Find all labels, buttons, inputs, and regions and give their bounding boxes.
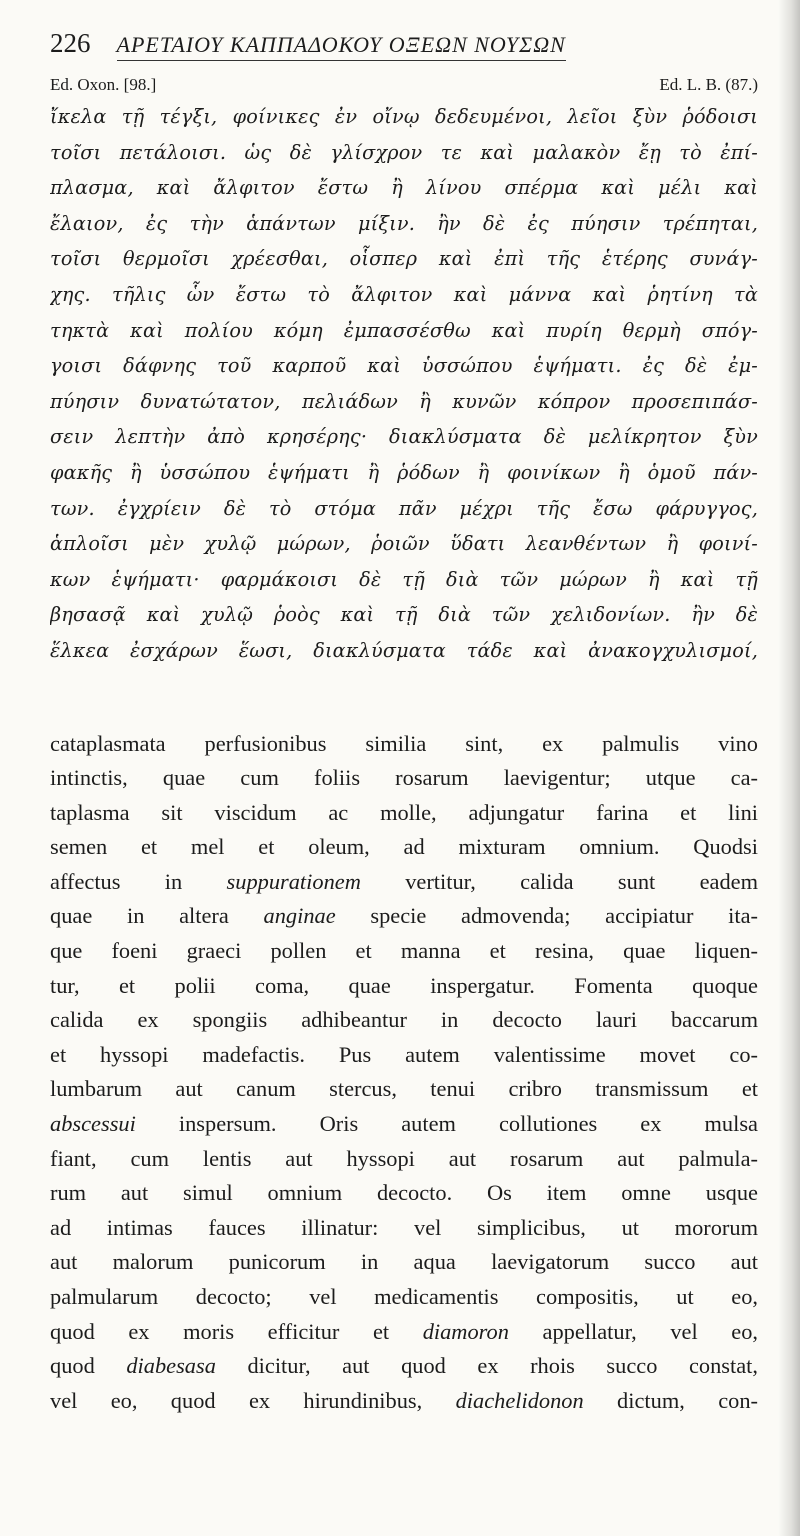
greek-line: ἁπλοῖσι μὲν χυλῷ μώρων, ῥοιῶν ὕδατι λεανθέντων ἢ φοινί- [50, 532, 758, 556]
latin-line [50, 1280, 758, 1315]
page-edge-shadow [778, 0, 800, 1536]
text-segment: calida ex spongiis adhibeantur in decocto lauri baccarum [50, 1007, 758, 1033]
greek-line: ἴκελα τῇ τέγξι, φοίνικες ἐν οἴνῳ δεδευμένοι, λεῖοι ξὺν ῥόδοισι [50, 105, 758, 128]
italic-term: diamoron [422, 1318, 509, 1344]
latin-line [50, 1349, 758, 1384]
text-segment: fiant, cum lentis aut hyssopi aut rosarum aut palmula- [50, 1145, 758, 1171]
latin-line [50, 969, 758, 1004]
edition-right: Ed. L. B. (87.) [659, 75, 758, 94]
greek-line: πύησιν δυνατώτατον, πελιάδων ἢ κυνῶν κόπρον προσεπιπάσ- [50, 389, 758, 413]
text-segment: quod ex moris efficitur et [50, 1318, 423, 1344]
text-segment: cataplasmata perfusionibus similia sint, ex palmulis vino [50, 730, 758, 756]
italic-term: abscessui [50, 1111, 136, 1137]
latin-line [50, 1315, 758, 1350]
latin-line [50, 727, 758, 762]
running-title: ΑΡΕΤΑΙΟΥ ΚΑΠΠΑΔΟΚΟΥ ΟΞΕΩΝ ΝΟΥΣΩΝ [117, 32, 566, 61]
latin-text-block [50, 727, 758, 1419]
greek-line: πλασμα, καὶ ἄλφιτον ἔστω ἢ λίνου σπέρμα καὶ μέλι καὶ [50, 176, 758, 200]
italic-term: diachelidonon [455, 1387, 584, 1413]
latin-line [50, 865, 758, 900]
latin-line [50, 1245, 758, 1280]
latin-line [50, 1384, 758, 1419]
text-segment: specie admovenda; accipiatur ita- [335, 903, 758, 929]
greek-line: φακῆς ἢ ὑσσώπου ἑψήματι ἢ ῥόδων ἢ φοινίκων ἢ ὁμοῦ πάν- [50, 460, 758, 484]
latin-line [50, 1211, 758, 1246]
italic-term: suppurationem [226, 868, 361, 894]
text-segment: appellatur, vel eo, [508, 1318, 758, 1344]
text-segment: que foeni graeci pollen et manna et resina, quae liquen- [50, 938, 758, 964]
text-segment: vertitur, calida sunt eadem [360, 868, 758, 894]
greek-line: σειν λεπτὴν ἀπὸ κρησέρης· διακλύσματα δὲ μελίκρητον ξὺν [50, 425, 758, 449]
italic-term: anginae [263, 903, 336, 929]
latin-line [50, 796, 758, 831]
text-segment: affectus in [50, 868, 227, 894]
latin-line [50, 761, 758, 796]
text-segment: taplasma sit viscidum ac molle, adjungatur farina et lini [50, 799, 758, 825]
italic-term: diabesasa [126, 1353, 216, 1379]
text-segment: ad intimas fauces illinatur: vel simplicibus, ut mororum [50, 1214, 758, 1240]
greek-line: κων ἑψήματι· φαρμάκοισι δὲ τῇ διὰ τῶν μώρων ἢ καὶ τῇ [50, 567, 758, 591]
latin-line [50, 1038, 758, 1073]
text-segment: quod [50, 1353, 127, 1379]
greek-line: ἔλαιον, ἐς τὴν ἁπάντων μίξιν. ἢν δὲ ἐς πύησιν τρέπηται, [50, 211, 758, 235]
text-segment: intinctis, quae cum foliis rosarum laevigentur; utque ca- [50, 765, 758, 791]
latin-line [50, 934, 758, 969]
greek-line: ἕλκεα ἐσχάρων ἕωσι, διακλύσματα τάδε καὶ ἀνακογχυλισμοί, [50, 638, 758, 662]
edition-references [50, 75, 758, 95]
greek-line: γοισι δάφνης τοῦ καρποῦ καὶ ὑσσώπου ἑψήματι. ἐς δὲ ἐμ- [50, 354, 758, 378]
greek-text-block [50, 99, 758, 669]
latin-line [50, 1003, 758, 1038]
text-segment: lumbarum aut canum stercus, tenui cribro transmissum et [50, 1076, 758, 1102]
latin-line [50, 1142, 758, 1177]
text-segment: semen et mel et oleum, ad mixturam omnium. Quodsi [50, 834, 758, 860]
text-segment: rum aut simul omnium decocto. Os item omne usque [50, 1180, 758, 1206]
greek-line: τοῖσι θερμοῖσι χρέεσθαι, οἷσπερ καὶ ἐπὶ τῆς ἑτέρης συνάγ- [50, 247, 758, 271]
page-number: 226 [50, 28, 91, 58]
edition-left: Ed. Oxon. [98.] [50, 75, 157, 94]
greek-line: χης. τῆλις ὧν ἔστω τὸ ἄλφιτον καὶ μάννα καὶ ῥητίνη τὰ [50, 282, 758, 306]
latin-line [50, 1107, 758, 1142]
text-segment: dicitur, aut quod ex rhois succo constat, [215, 1353, 758, 1379]
latin-line [50, 830, 758, 865]
latin-line [50, 1072, 758, 1107]
text-segment: dictum, con- [583, 1387, 758, 1413]
page-header [50, 28, 758, 61]
text-segment: aut malorum punicorum in aqua laevigatorum succo aut [50, 1249, 758, 1275]
greek-line: τοῖσι πετάλοισι. ὡς δὲ γλίσχρον τε καὶ μαλακὸν ἔῃ τὸ ἐπί- [50, 140, 758, 164]
greek-line: τηκτὰ καὶ πολίου κόμη ἐμπασσέσθω καὶ πυρίη θερμὴ σπόγ- [50, 318, 758, 342]
greek-line: βησασᾷ καὶ χυλῷ ῥοὸς καὶ τῇ διὰ τῶν χελιδονίων. ἢν δὲ [50, 603, 758, 627]
text-segment: vel eo, quod ex hirundinibus, [50, 1387, 456, 1413]
text-segment: et hyssopi madefactis. Pus autem valentissime movet co- [50, 1041, 758, 1067]
latin-line [50, 1176, 758, 1211]
text-segment: inspersum. Oris autem collutiones ex mulsa [135, 1111, 758, 1137]
text-segment: palmularum decocto; vel medicamentis compositis, ut eo, [50, 1284, 758, 1309]
text-segment: quae in altera [50, 903, 264, 929]
greek-line: των. ἐγχρίειν δὲ τὸ στόμα πᾶν μέχρι τῆς ἔσω φάρυγγος, [50, 496, 758, 520]
text-segment: tur, et polii coma, quae inspergatur. Fomenta quoque [50, 972, 758, 998]
latin-line [50, 899, 758, 934]
